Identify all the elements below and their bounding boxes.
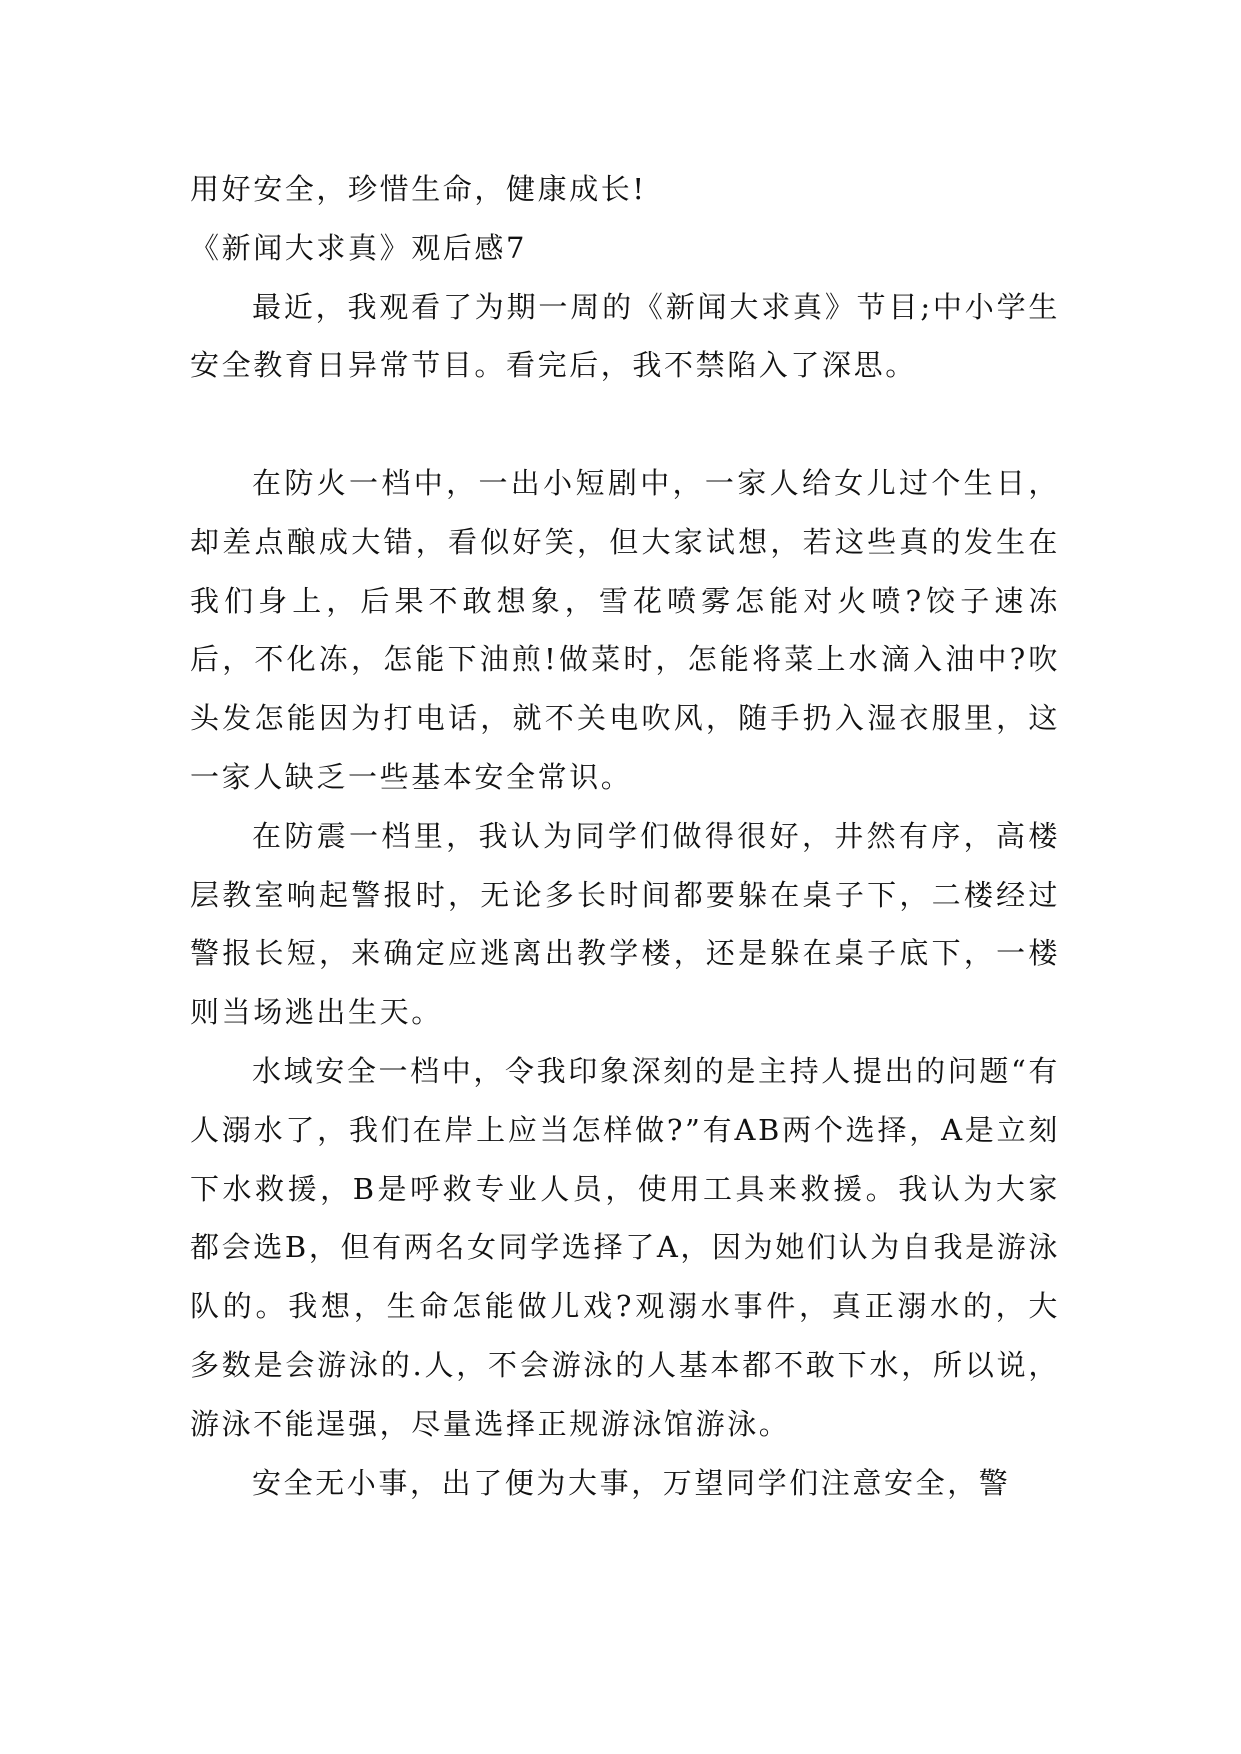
paragraph-earthquake-safety: 在防震一档里，我认为同学们做得很好，井然有序，高楼层教室响起警报时，无论多长时间都要躲在桌子下，二楼经过警报长短，来确定应逃离出教学楼，还是躲在桌子底下，一楼则当场逃出生天。 (190, 818, 1060, 1030)
document-body (190, 160, 1060, 1512)
paragraph-intro: 最近，我观看了为期一周的《新闻大求真》节目;中小学生安全教育日异常节目。看完后，我不禁陷入了深思。 (190, 289, 1060, 383)
essay-heading: 《新闻大求真》观后感7 (190, 230, 528, 265)
paragraph-spacer (190, 395, 1060, 454)
paragraph-water-safety: 水域安全一档中，令我印象深刻的是主持人提出的问题“有人溺水了，我们在岸上应当怎样做?”有AB两个选择，A是立刻下水救援，B是呼救专业人员，使用工具来救援。我认为大家都会选B，但有两名女同学选择了A，因为她们认为自我是游泳队的。我想，生命怎能做儿戏?观溺水事件，真正溺水的，大多数是会游泳的.人，不会游泳的人基本都不敢下水，所以说，游泳不能逞强，尽量选择正规游泳馆游泳。 (190, 1053, 1060, 1441)
paragraph-fire-safety: 在防火一档中，一出小短剧中，一家人给女儿过个生日，却差点酿成大错，看似好笑，但大家试想，若这些真的发生在我们身上，后果不敢想象，雪花喷雾怎能对火喷?饺子速冻后，不化冻，怎能下油煎!做菜时，怎能将菜上水滴入油中?吹头发怎能因为打电话，就不关电吹风，随手扔入湿衣服里，这一家人缺乏一些基本安全常识。 (190, 465, 1060, 794)
lead-line: 用好安全，珍惜生命，健康成长! (190, 172, 647, 206)
paragraph-conclusion: 安全无小事，出了便为大事，万望同学们注意安全，警 (252, 1465, 1011, 1500)
